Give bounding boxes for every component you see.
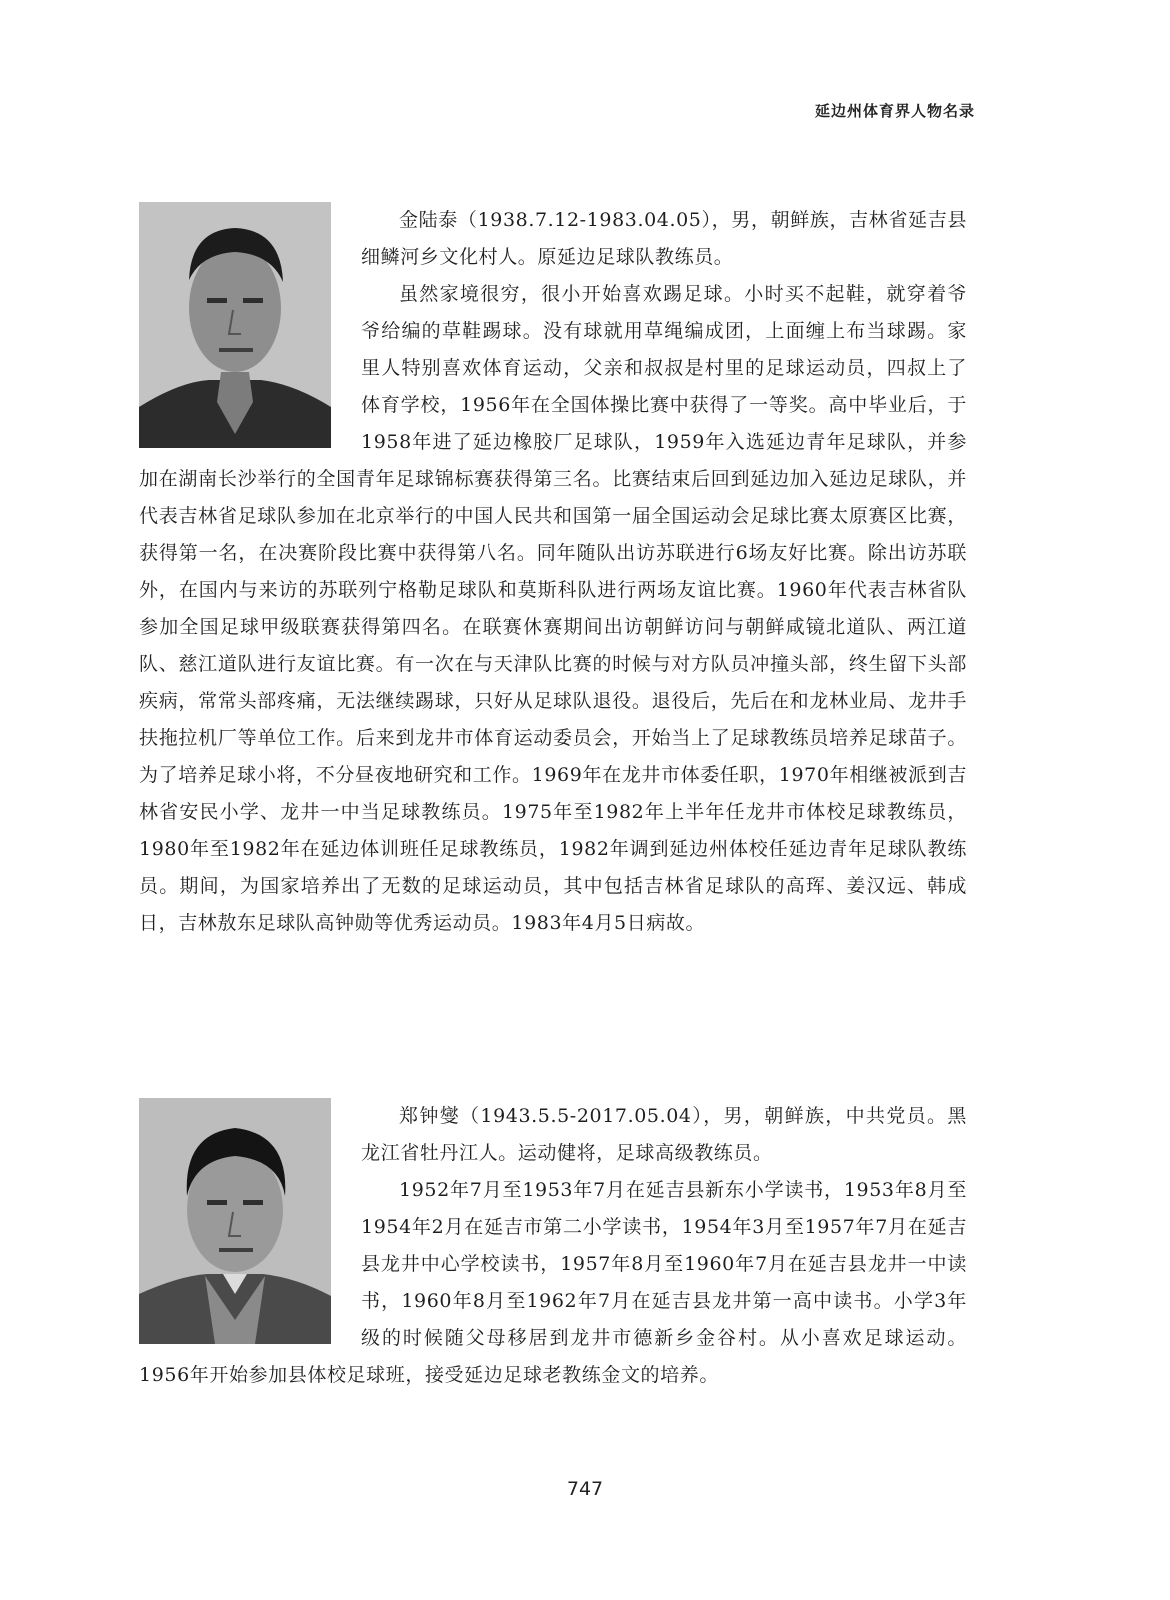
entry-body: 1952年7月至1953年7月在延吉县新东小学读书，1953年8月至1954年2月在延吉市第二小学读书，1954年3月至1957年7月在延吉县龙井中心学校读书，1957年8月至1960年7月在延吉县龙井一中读书，1960年8月至1962年7月在延吉县龙井第一高中读书。小学3年级的时候随父母移居到龙井市德新乡金谷村。从小喜欢足球运动。1956年开始参加县体校足球班，接受延边足球老教练金文的培养。 <box>139 1179 967 1386</box>
biography-entry <box>139 1098 967 1394</box>
entry-intro: 金陆泰（1938.7.12-1983.04.05），男，朝鲜族，吉林省延吉县细鳞河乡文化村人。原延边足球队教练员。 <box>361 209 967 268</box>
page-number: 747 <box>566 1478 604 1500</box>
biography-entry <box>139 202 967 942</box>
portrait-photo <box>139 202 331 448</box>
entry-intro: 郑钟燮（1943.5.5-2017.05.04），男，朝鲜族，中共党员。黑龙江省牡丹江人。运动健将，足球高级教练员。 <box>361 1105 967 1164</box>
entry-body: 虽然家境很穷，很小开始喜欢踢足球。小时买不起鞋，就穿着爷爷给编的草鞋踢球。没有球就用草绳编成团，上面缠上布当球踢。家里人特别喜欢体育运动，父亲和叔叔是村里的足球运动员，四叔上了体育学校，1956年在全国体操比赛中获得了一等奖。高中毕业后，于1958年进了延边橡胶厂足球队，1959年入选延边青年足球队，并参加在湖南长沙举行的全国青年足球锦标赛获得第三名。比赛结束后回到延边加入延边足球队，并代表吉林省足球队参加在北京举行的中国人民共和国第一届全国运动会足球比赛太原赛区比赛，获得第一名，在决赛阶段比赛中获得第八名。同年随队出访苏联进行6场友好比赛。除出访苏联外，在国内与来访的苏联列宁格勒足球队和莫斯科队进行两场友谊比赛。1960年代表吉林省队参加全国足球甲级联赛获得第四名。在联赛休赛期间出访朝鲜访问与朝鲜咸镜北道队、两江道队、慈江道队进行友谊比赛。有一次在与天津队比赛的时候与对方队员冲撞头部，终生留下头部疾病，常常头部疼痛，无法继续踢球，只好从足球队退役。退役后，先后在和龙林业局、龙井手扶拖拉机厂等单位工作。后来到龙井市体育运动委员会，开始当上了足球教练员培养足球苗子。为了培养足球小将，不分昼夜地研究和工作。1969年在龙井市体委任职，1970年相继被派到吉林省安民小学、龙井一中当足球教练员。1975年至1982年上半年任龙井市体校足球教练员，1980年至1982年在延边体训班任足球教练员，1982年调到延边州体校任延边青年足球队教练员。期间，为国家培养出了无数的足球运动员，其中包括吉林省足球队的高珲、姜汉远、韩成日，吉林敖东足球队高钟勋等优秀运动员。1983年4月5日病故。 <box>139 283 967 934</box>
running-header: 延边州体育界人物名录 <box>814 102 975 120</box>
portrait-photo <box>139 1098 331 1344</box>
